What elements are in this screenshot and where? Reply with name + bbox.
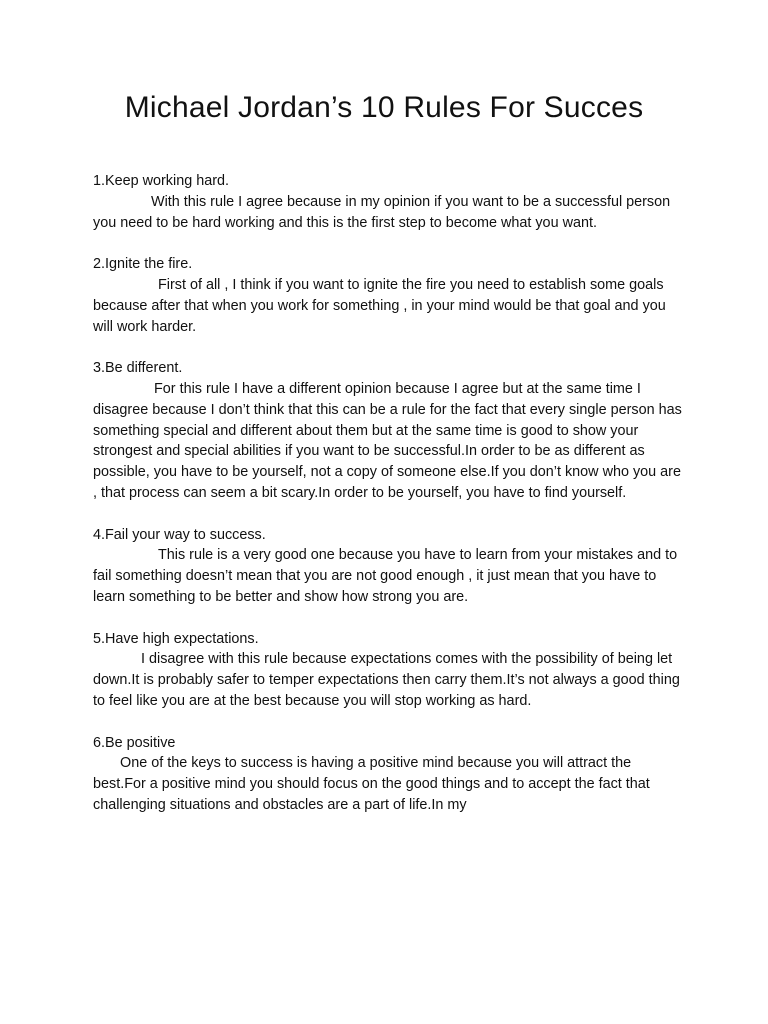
rule-section <box>93 525 683 608</box>
rule-section <box>93 254 683 337</box>
rule-heading: 2.Ignite the fire. <box>93 256 193 273</box>
document-body <box>93 171 683 837</box>
rule-heading: 3.Be different. <box>93 360 183 377</box>
rule-section <box>93 733 683 816</box>
rule-heading: 6.Be positive <box>93 734 176 751</box>
rule-heading: 4.Fail your way to success. <box>93 526 266 543</box>
rule-paragraph: With this rule I agree because in my opinion if you want to be a successful person you need to be hard working and this is the first step to become what you want. <box>93 193 671 231</box>
rule-paragraph: I disagree with this rule because expectations comes with the possibility of being let down.It is probably safer to temper expectations then carry them.It’s not always a good thing to feel like you are at the best because you will stop working as hard. <box>93 651 680 709</box>
rule-heading: 1.Keep working hard. <box>93 173 229 189</box>
rule-section <box>93 358 683 504</box>
document-title: Michael Jordan’s 10 Rules For Succes <box>124 91 644 124</box>
rule-paragraph: This rule is a very good one because you have to learn from your mistakes and to fail something doesn’t mean that you are not good enough , it just mean that you have to learn something to be better and show how strong you are. <box>93 547 678 605</box>
rule-paragraph: One of the keys to success is having a positive mind because you will attract the best.For a positive mind you should focus on the good things and to accept the fact that challenging situations and obstacles are a part of life.In my <box>93 755 650 813</box>
rule-paragraph: First of all , I think if you want to ignite the fire you need to establish some goals because after that when you work for something , in your mind would be that goal and you will work harder. <box>93 276 666 335</box>
rule-heading: 5.Have high expectations. <box>93 630 259 647</box>
rule-section <box>93 629 683 712</box>
rule-section <box>93 171 683 233</box>
rule-paragraph: For this rule I have a different opinion because I agree but at the same time I disagree because I don’t think that this can be a rule for the fact that every single person has something special and different about them but at the same time is good to show your strongest and special abilities if you want to be successful.In order to be as different as possible, you have to be yourself, not a copy of someone else.If you don’t know who you are , that process can seem a bit scary.In order to be yourself, you have to find yourself. <box>93 380 682 501</box>
